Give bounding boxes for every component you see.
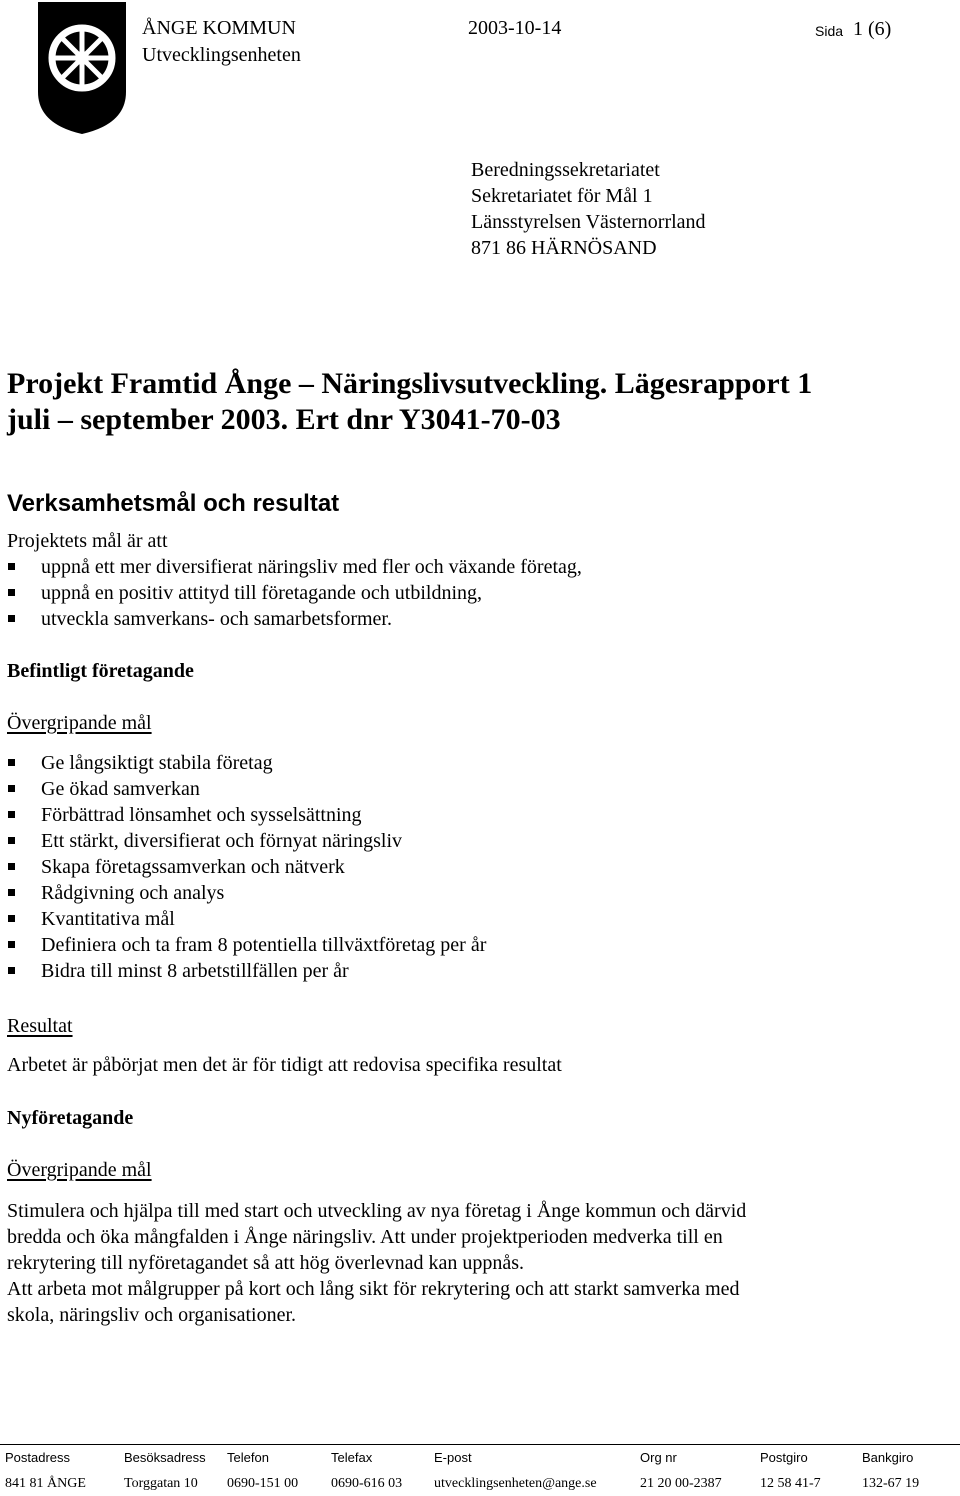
body-line: Stimulera och hjälpa till med start och utveckling av nya företag i Ånge kommun och därvid <box>7 1200 747 1222</box>
bullet-icon <box>8 563 15 570</box>
municipality-logo <box>36 0 128 136</box>
footer-divider <box>0 1444 960 1445</box>
bullet-icon <box>8 915 15 922</box>
body-line: skola, näringsliv och organisationer. <box>7 1304 297 1326</box>
recipient-line: Länsstyrelsen Västernorrland <box>471 211 706 233</box>
list-item <box>7 802 486 828</box>
list-item <box>7 854 486 880</box>
footer-value: 12 58 41-7 <box>760 1476 821 1491</box>
bullet-icon <box>8 785 15 792</box>
page-number: 1 (6) <box>853 18 892 40</box>
list-item-text: Rådgivning och analys <box>41 882 225 904</box>
footer-value: Torggatan 10 <box>124 1476 198 1491</box>
page-label: Sida <box>815 23 844 39</box>
bullet-icon <box>8 863 15 870</box>
list-item-text: Definiera och ta fram 8 potentiella tillväxtföretag per år <box>41 934 487 956</box>
list-item <box>7 828 486 854</box>
footer-label: Telefax <box>331 1450 373 1465</box>
list-item <box>7 906 486 932</box>
list-item-text: Skapa företagssamverkan och nätverk <box>41 856 345 878</box>
recipient-address <box>471 157 706 261</box>
list-item-text: Ett stärkt, diversifierat och förnyat näringsliv <box>41 830 403 852</box>
list-item <box>7 880 486 906</box>
recipient-line: 871 86 HÄRNÖSAND <box>471 237 657 259</box>
footer-label: Telefon <box>227 1450 269 1465</box>
footer-email[interactable]: utvecklingsenheten@ange.se <box>434 1476 597 1491</box>
list-item <box>7 750 486 776</box>
footer-label: Org nr <box>640 1450 677 1465</box>
footer-value: 21 20 00-2387 <box>640 1476 722 1491</box>
footer-value: 841 81 ÅNGE <box>5 1476 86 1491</box>
list-item <box>7 580 582 606</box>
document-title-line: Projekt Framtid Ånge – Näringslivsutveckling. Lägesrapport 1 <box>7 367 813 400</box>
list-item-text: uppnå ett mer diversifierat näringsliv med fler och växande företag, <box>41 556 582 578</box>
list-item-text: Förbättrad lönsamhet och sysselsättning <box>41 804 362 826</box>
footer-value: 0690-616 03 <box>331 1476 403 1491</box>
bullet-icon <box>8 615 15 622</box>
list-item <box>7 606 582 632</box>
footer-label: E-post <box>434 1450 472 1465</box>
bullet-icon <box>8 589 15 596</box>
org-unit: Utvecklingsenheten <box>142 44 301 66</box>
footer-label: Besöksadress <box>124 1450 206 1465</box>
footer-value: 0690-151 00 <box>227 1476 299 1491</box>
section-body <box>7 1198 746 1328</box>
list-item <box>7 554 582 580</box>
result-heading: Resultat <box>7 1015 73 1037</box>
list-item <box>7 932 486 958</box>
footer-label: Bankgiro <box>862 1450 914 1465</box>
list-item-text: uppnå en positiv attityd till företagande och utbildning, <box>41 582 483 604</box>
body-line: Att arbeta mot målgrupper på kort och lång sikt för rekrytering och att starkt samverka med <box>7 1278 740 1300</box>
recipient-line: Sekretariatet för Mål 1 <box>471 185 653 207</box>
bullet-icon <box>8 967 15 974</box>
document-date: 2003-10-14 <box>468 17 562 39</box>
bullet-icon <box>8 941 15 948</box>
subheading: Övergripande mål <box>7 1159 152 1181</box>
section-heading: Befintligt företagande <box>7 660 194 682</box>
body-line: rekrytering till nyföretagandet så att hög överlevnad kan uppnås. <box>7 1252 525 1274</box>
bullet-icon <box>8 759 15 766</box>
bullet-icon <box>8 811 15 818</box>
footer-value: 132-67 19 <box>862 1476 920 1491</box>
list-item <box>7 958 486 984</box>
section-heading: Nyföretagande <box>7 1107 134 1129</box>
section-heading: Verksamhetsmål och resultat <box>7 490 340 517</box>
section-intro: Projektets mål är att <box>7 530 168 552</box>
list-item-text: utveckla samverkans- och samarbetsformer. <box>41 608 392 630</box>
list-item-text: Bidra till minst 8 arbetstillfällen per år <box>41 960 349 982</box>
goals-list <box>7 554 582 632</box>
recipient-line: Beredningssekretariatet <box>471 159 660 181</box>
bullet-icon <box>8 889 15 896</box>
list-item-text: Kvantitativa mål <box>41 908 175 930</box>
body-line: bredda och öka mångfalden i Ånge näringsliv. Att under projektperioden medverka till en <box>7 1226 723 1248</box>
result-text: Arbetet är påbörjat men det är för tidigt att redovisa specifika resultat <box>7 1054 562 1076</box>
document-title <box>7 366 812 438</box>
footer-label: Postadress <box>5 1450 71 1465</box>
org-name: ÅNGE KOMMUN <box>142 17 296 39</box>
bullet-icon <box>8 837 15 844</box>
list-item-text: Ge ökad samverkan <box>41 778 200 800</box>
footer-label: Postgiro <box>760 1450 808 1465</box>
list-item <box>7 776 486 802</box>
subheading: Övergripande mål <box>7 712 152 734</box>
document-title-line: juli – september 2003. Ert dnr Y3041-70-03 <box>7 403 561 436</box>
list-item-text: Ge långsiktigt stabila företag <box>41 752 273 774</box>
objectives-list <box>7 750 486 984</box>
